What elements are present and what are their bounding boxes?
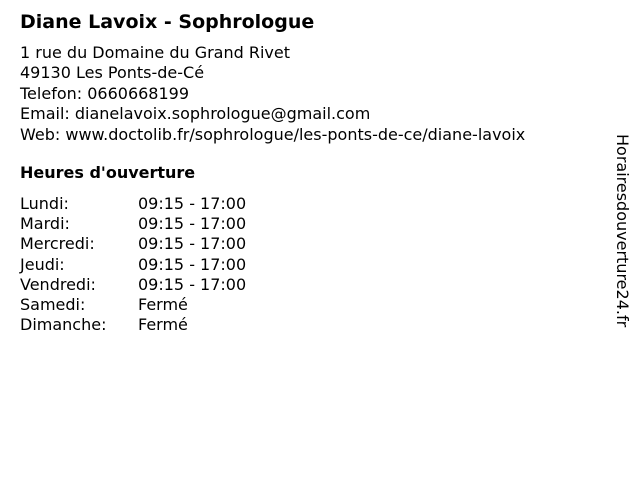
site-watermark: Horairesdouverture24.fr bbox=[613, 134, 632, 328]
day-label: Mardi: bbox=[20, 214, 70, 234]
hours-row-thursday bbox=[20, 255, 246, 275]
day-hours: 09:15 - 17:00 bbox=[138, 234, 247, 254]
business-name: Diane Lavoix - Sophrologue bbox=[20, 11, 315, 33]
day-hours: Fermé bbox=[138, 295, 188, 315]
day-label: Jeudi: bbox=[20, 254, 65, 274]
contact-block bbox=[20, 43, 525, 145]
hours-row-wednesday bbox=[20, 234, 246, 254]
web-line: Web: www.doctolib.fr/sophrologue/les-ponts-de-ce/diane-lavoix bbox=[20, 124, 526, 144]
day-hours: 09:15 - 17:00 bbox=[138, 274, 247, 294]
hours-row-sunday bbox=[20, 315, 246, 335]
opening-hours-list bbox=[20, 194, 246, 335]
day-hours: Fermé bbox=[138, 315, 188, 335]
email-line: Email: dianelavoix.sophrologue@gmail.com bbox=[20, 104, 371, 124]
day-hours: 09:15 - 17:00 bbox=[138, 214, 247, 234]
hours-row-monday bbox=[20, 194, 246, 214]
address-line-2: 49130 Les Ponts-de-Cé bbox=[20, 63, 205, 83]
day-label: Dimanche: bbox=[20, 315, 107, 335]
hours-row-saturday bbox=[20, 295, 246, 315]
day-label: Vendredi: bbox=[20, 274, 96, 294]
day-label: Samedi: bbox=[20, 295, 86, 315]
day-hours: 09:15 - 17:00 bbox=[138, 194, 247, 213]
day-label: Lundi: bbox=[20, 194, 69, 213]
hours-row-tuesday bbox=[20, 214, 246, 234]
address-line-1: 1 rue du Domaine du Grand Rivet bbox=[20, 43, 291, 62]
phone-line: Telefon: 0660668199 bbox=[20, 83, 190, 103]
day-hours: 09:15 - 17:00 bbox=[138, 254, 247, 274]
day-label: Mercredi: bbox=[20, 234, 95, 254]
hours-heading: Heures d'ouverture bbox=[20, 163, 196, 182]
hours-row-friday bbox=[20, 275, 246, 295]
